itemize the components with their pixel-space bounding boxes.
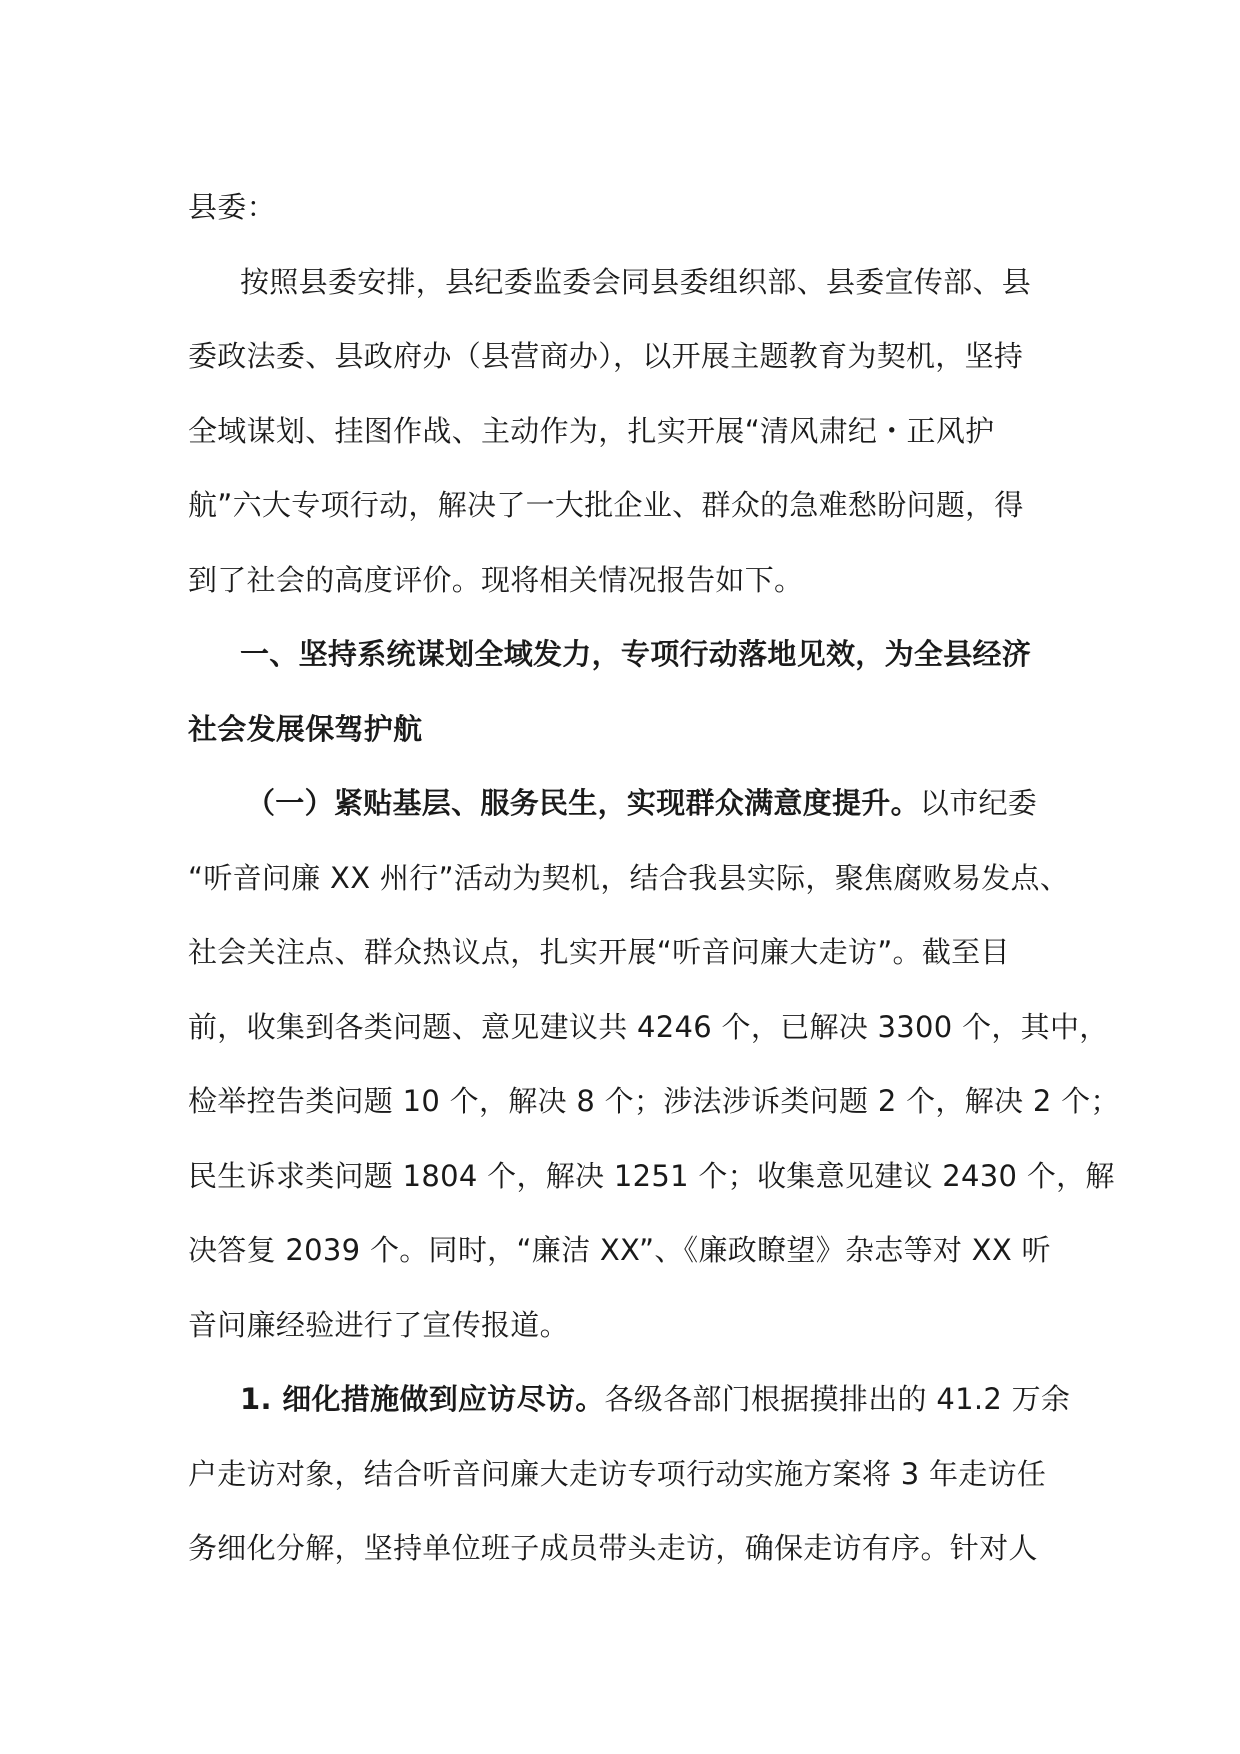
item-text: 各级各部门根据摸排出的 41.2 万余: [604, 1382, 1071, 1416]
paragraph-line: 音问廉经验进行了宣传报道。: [188, 1307, 569, 1342]
section-heading: 社会发展保驾护航: [188, 711, 423, 746]
subsection-first-line: [188, 766, 1068, 841]
item-first-line: [188, 1362, 1071, 1437]
subsection-text: 以市纪委: [919, 786, 1038, 820]
intro-line: 按照县委安排，县纪委监委会同县委组织部、县委宣传部、县: [240, 264, 1032, 299]
paragraph-line: 决答复 2039 个。同时，“廉洁 XX”、《廉政瞭望》杂志等对 XX 听: [188, 1233, 1051, 1267]
subsection-title: （一）紧贴基层、服务民生，实现群众满意度提升。: [246, 786, 920, 820]
intro-line: 委政法委、县政府办（县营商办），以开展主题教育为契机，坚持: [188, 339, 1024, 373]
paragraph-line: 户走访对象，结合听音问廉大走访专项行动实施方案将 3 年走访任: [188, 1456, 1047, 1491]
item-title: 1. 细化措施做到应访尽访。: [240, 1382, 605, 1416]
intro-line: 到了社会的高度评价。现将相关情况报告如下。: [188, 562, 804, 597]
intro-line: 航”六大专项行动，解决了一大批企业、群众的急难愁盼问题，得: [188, 488, 1024, 522]
paragraph-line: 民生诉求类问题 1804 个，解决 1251 个；收集意见建议 2430 个，解: [188, 1158, 1115, 1193]
paragraph-line: 务细化分解，坚持单位班子成员带头走访，确保走访有序。针对人: [188, 1531, 1038, 1565]
intro-line: 全域谋划、挂图作战、主动作为，扎实开展“清风肃纪・正风护: [188, 413, 995, 448]
paragraph-line: 社会关注点、群众热议点，扎实开展“听音问廉大走访”。截至目: [188, 935, 1010, 969]
document-body: [188, 170, 1120, 1586]
paragraph-line: 检举控告类问题 10 个，解决 8 个；涉法涉诉类问题 2 个，解决 2 个；: [188, 1084, 1120, 1118]
paragraph-line: 前，收集到各类问题、意见建议共 4246 个，已解决 3300 个，其中，: [188, 1009, 1109, 1044]
paragraph-line: “听音问廉 XX 州行”活动为契机，结合我县实际，聚焦腐败易发点、: [188, 860, 1070, 895]
section-heading: 一、坚持系统谋划全域发力，专项行动落地见效，为全县经济: [240, 637, 1032, 671]
salutation: 县委：: [188, 190, 276, 224]
